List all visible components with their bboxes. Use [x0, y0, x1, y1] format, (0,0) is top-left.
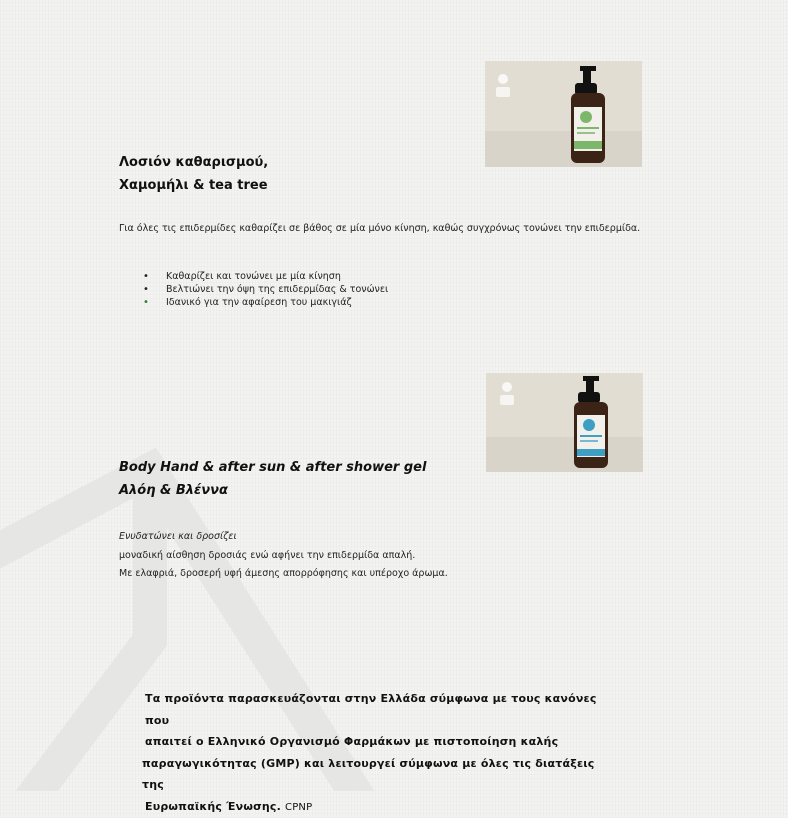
product2-line-3: Με ελαφριά, δροσερή υφή άμεσης απορρόφησης και υπέροχο άρωμα. [119, 565, 448, 584]
footer-line-3: παραγωγικότητας (GMP) και λειτουργεί σύμφωνα με όλες τις διατάξεις της [142, 753, 605, 796]
bottle-illustration [485, 61, 642, 167]
product1-image [485, 61, 642, 167]
bullet-dot: • [143, 270, 149, 283]
footer-line-1: Τα προϊόντα παρασκευάζονται στην Ελλάδα σύμφωνα με τους κανόνες που [145, 688, 605, 731]
product1-title-line1: Λοσιόν καθαρισμού, [119, 151, 268, 174]
product1-title [119, 151, 268, 197]
product2-image [486, 373, 643, 472]
bullet-item: • Καθαρίζει και τονώνει με μία κίνηση [143, 270, 388, 283]
cpnp-label: CPNP [285, 802, 312, 813]
product1-title-line2: Χαμομήλι & tea tree [119, 174, 268, 197]
bullet-dot: • [143, 283, 149, 296]
product2-title [119, 456, 426, 502]
bullet-dot: • [143, 296, 149, 309]
product2-title-line1: Body Hand & after sun & after shower gel [119, 456, 426, 479]
footer-line-2: απαιτεί ο Ελληνικό Οργανισμό Φαρμάκων με πιστοποίηση καλής [145, 731, 605, 753]
product2-line-1: Ενυδατώνει και δροσίζει [119, 528, 448, 547]
product1-description: Για όλες τις επιδερμίδες καθαρίζει σε βάθος σε μία μόνο κίνηση, καθώς συγχρόνως τονώνει την επιδερμίδα. [119, 223, 640, 234]
product1-bullet-list [143, 270, 388, 309]
product2-line-2: μοναδική αίσθηση δροσιάς ενώ αφήνει την επιδερμίδα απαλή. [119, 547, 448, 566]
product2-title-line2: Αλόη & Βλέννα [119, 479, 426, 502]
bullet-item: • Βελτιώνει την όψη της επιδερμίδας & τονώνει [143, 283, 388, 296]
product2-description [119, 528, 448, 584]
footer-line-4: Ευρωπαϊκής Ένωσης. CPNP [145, 796, 605, 818]
manufacturing-note [145, 688, 605, 818]
bottle-illustration [486, 373, 643, 472]
bullet-item: • Ιδανικό για την αφαίρεση του μακιγιάζ [143, 296, 388, 309]
